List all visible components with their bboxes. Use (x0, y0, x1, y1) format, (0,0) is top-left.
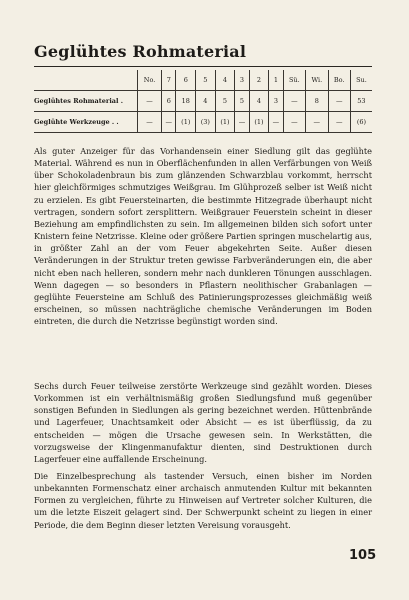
count-table (34, 70, 372, 133)
table-cell: — (138, 91, 162, 112)
table-header-cell: Sü. (283, 70, 305, 91)
table-header-row (34, 70, 372, 91)
table-cell: 18 (176, 91, 196, 112)
table-cell: — (283, 91, 305, 112)
table-header-empty (34, 70, 138, 91)
paragraph: Sechs durch Feuer teilweise zerstörte Werkzeuge sind gezählt worden. Dieses Vorkommen ist ein verhältnismäßig großen Siedlungsfund muß gegenüber sonstigen Befunden in Siedlungen als gering bezeichnet werden. Hüttenbrände und Lagerfeuer, Unachtsamkeit oder Absicht — es ist überflüssig, da zu entscheiden — mögen die Ursache gewesen sein. In Werkstätten, die vorzugsweise der Klingenmanufaktur dienten, sind Destruktionen durch Lagerfeuer eine auffallende Erscheinung. (34, 381, 372, 464)
table-cell: — (235, 112, 249, 133)
table-header-cell: Wi. (306, 70, 328, 91)
table-cell: (1) (249, 112, 269, 133)
table-cell: 5 (215, 91, 235, 112)
table-row (34, 112, 372, 133)
row-label: Geglühtes Rohmaterial . (34, 91, 138, 112)
table-cell: — (162, 112, 176, 133)
section-heading: Geglühtes Rohmaterial (34, 42, 247, 61)
table-cell: — (283, 112, 305, 133)
table-header-cell: Su. (350, 70, 372, 91)
table-cell: 8 (306, 91, 328, 112)
paragraph: Als guter Anzeiger für das Vorhandensein einer Siedlung gilt das geglühte Material. Während es nun in Oberflächenfunden in allen Verfärbungen von Weiß über Schokoladenbraun bis zum glänzenden Schwarzblau vorkommt, herrscht hier gleichförmiges schmutziges Weißgrau. Im Glühprozeß selber ist Weiß nicht zu erzielen. Es gibt Feuersteinarten, die bestimmte Hitzegrade überhaupt nicht vertragen, sondern sofort zersplittern. Weißgrauer Feuerstein scheint in dieser Beziehung am empfindlichsten zu sein. Im allgemeinen bilden sich sofort unter Knistern feine Netzrisse. Kleine oder größere Partien springen muschelartig aus, in größter Zahl an der vom Feuer abgekehrten Seite. Außer diesen Veränderungen in der Struktur treten gewisse Farbveränderungen ein, die aber nicht eben nach helleren, sondern mehr nach dunkleren Tönungen ausschlagen. Wenn dagegen — so besonders in Pflastern neolithischer Grabanlagen — geglühte Feuersteine am Schluß des Patinierungsprozesses gleichmäßig weiß erscheinen, so müssen nachträgliche chemische Veränderungen im Boden eintreten, die durch die Netzrisse begünstigt worden sind. (34, 146, 373, 327)
table-header-cell: 7 (162, 70, 176, 91)
table-cell: — (269, 112, 283, 133)
table-header-cell: Bo. (328, 70, 350, 91)
table-header-cell: 4 (215, 70, 235, 91)
row-label: Geglühte Werkzeuge . . (34, 112, 138, 133)
table-cell: 3 (269, 91, 283, 112)
table-cell: 5 (235, 91, 249, 112)
table-cell: — (328, 91, 350, 112)
table-cell: 6 (162, 91, 176, 112)
table-cell: (1) (176, 112, 196, 133)
heading-rule (34, 66, 372, 67)
table-header-cell: 5 (196, 70, 216, 91)
page-number: 105 (349, 548, 377, 563)
table-cell: (6) (350, 112, 372, 133)
table-row (34, 91, 372, 112)
table-cell: 4 (249, 91, 269, 112)
table-cell: — (306, 112, 328, 133)
table-header-cell: 3 (235, 70, 249, 91)
paragraph: Die Einzelbesprechung als tastender Versuch, einen bisher im Norden unbekannten Formenschatz einer archaisch anmutenden Kultur mit bekannten Formen zu vergleichen, führte zu Hinweisen auf Vertreter solcher Kulturen, die um die letzte Eiszeit gelagert sind. Der Schwerpunkt scheint zu liegen in einer Periode, die dem Beginn dieser letzten Vereisung vorausgeht. (34, 471, 372, 530)
table-cell: — (138, 112, 162, 133)
table-header-cell: 2 (249, 70, 269, 91)
table-cell: 4 (196, 91, 216, 112)
table-cell: 53 (350, 91, 372, 112)
table-header-cell: 1 (269, 70, 283, 91)
table-cell: (3) (196, 112, 216, 133)
table-header-cell: 6 (176, 70, 196, 91)
table-header-cell: No. (138, 70, 162, 91)
table-cell: (1) (215, 112, 235, 133)
table-cell: — (328, 112, 350, 133)
